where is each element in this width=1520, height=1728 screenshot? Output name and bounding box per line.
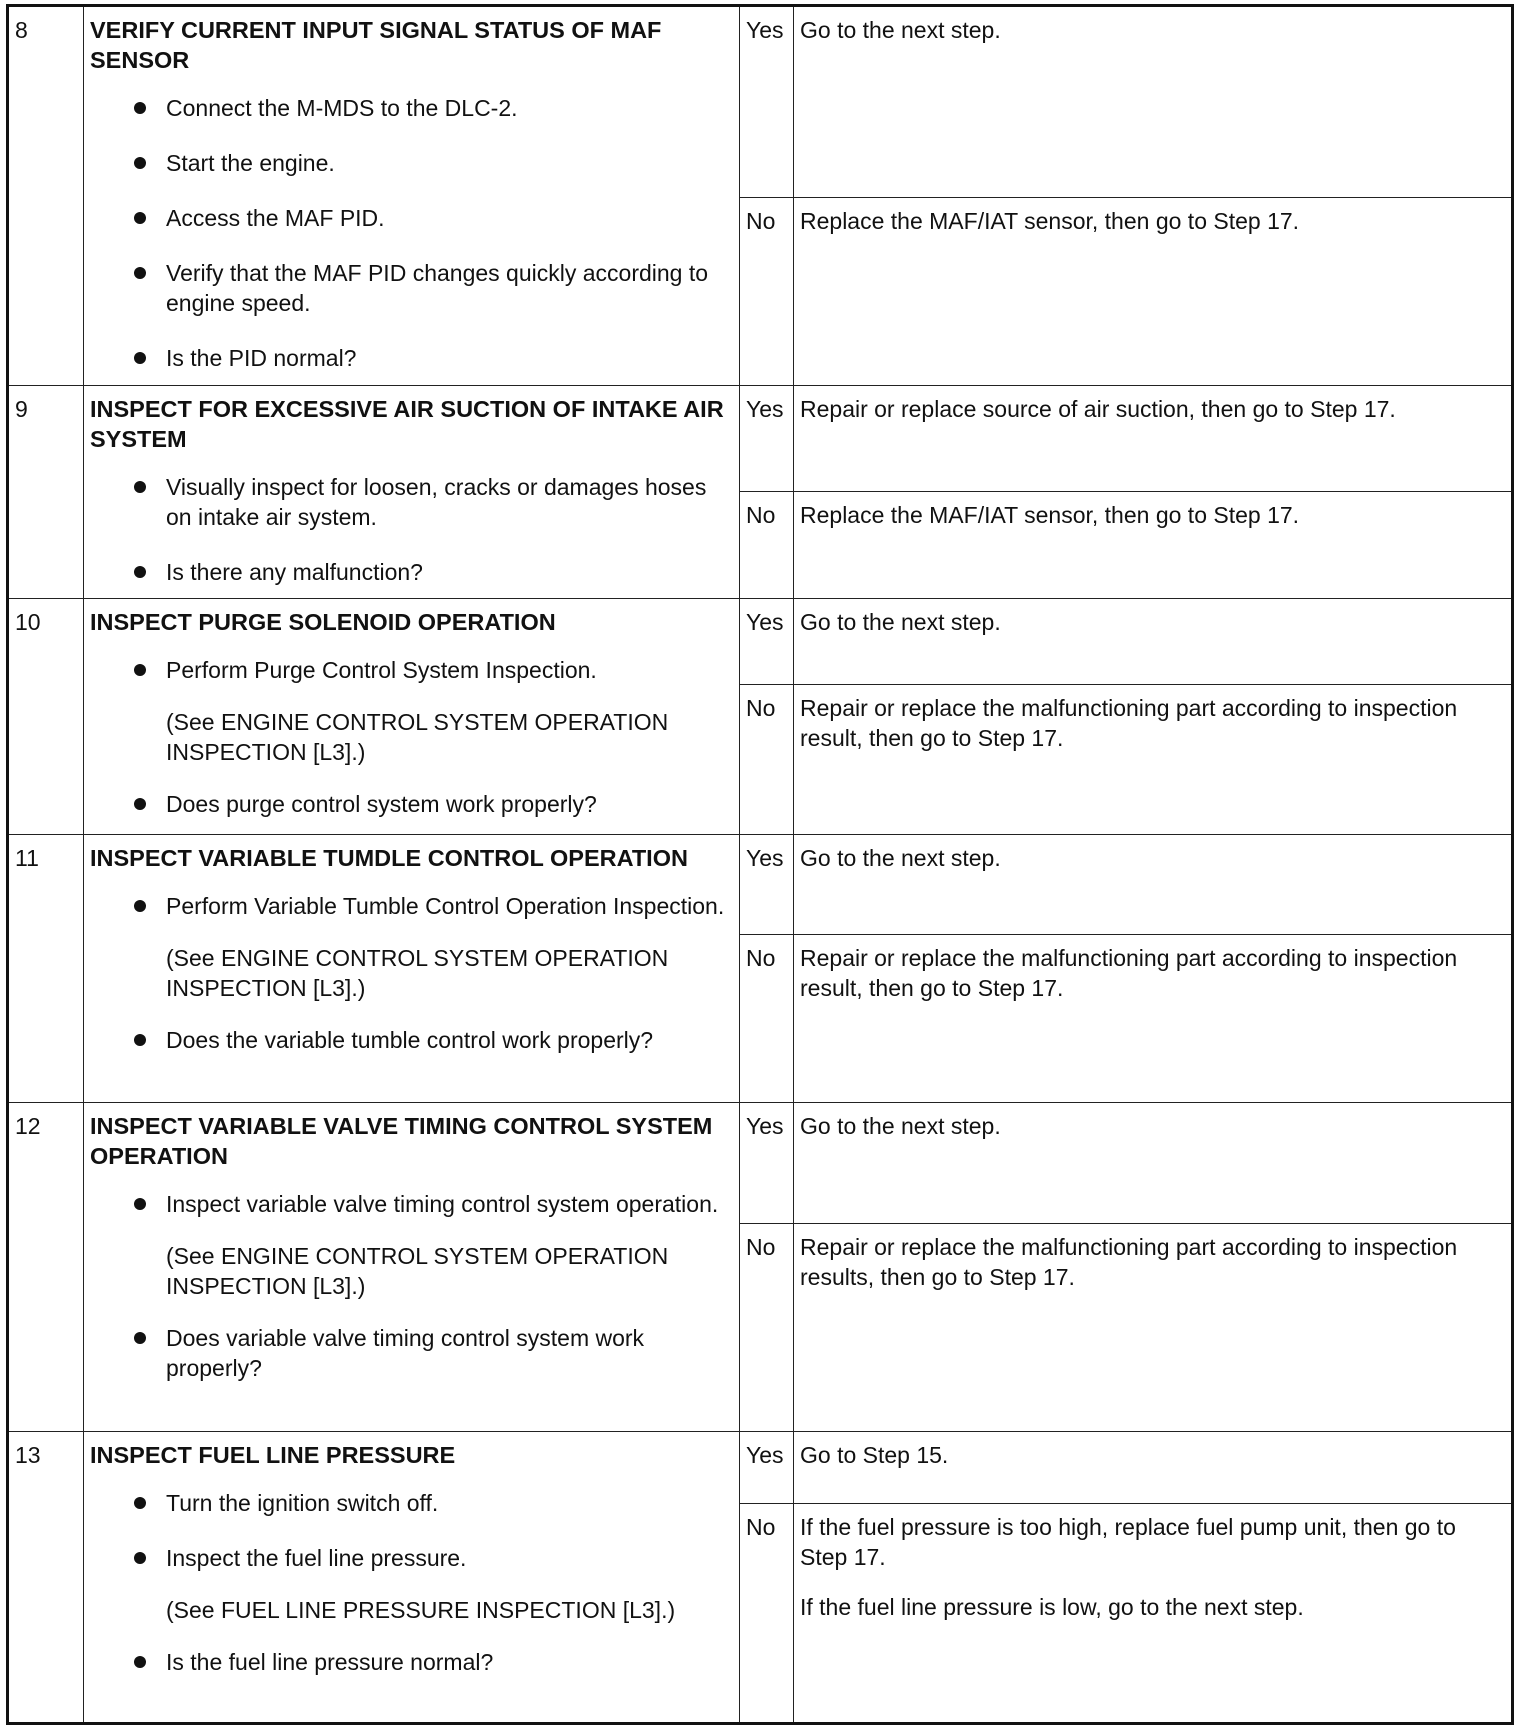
no-label: No xyxy=(740,198,794,386)
step-bullet-list xyxy=(90,1025,731,1055)
no-result-secondary: If the fuel line pressure is low, go to the next step. xyxy=(800,1594,1304,1620)
step-bullet-list xyxy=(90,472,731,587)
no-label: No xyxy=(740,1504,794,1724)
step-bullet-list xyxy=(90,93,731,373)
bullet-icon xyxy=(134,267,146,279)
list-item: Does the variable tumble control work properly? xyxy=(90,1025,731,1055)
yes-label: Yes xyxy=(740,6,794,198)
no-label: No xyxy=(740,492,794,599)
step-action-cell xyxy=(84,1103,740,1432)
diagnostic-procedure-page xyxy=(6,4,1514,1724)
bullet-icon xyxy=(134,1497,146,1509)
no-result: Repair or replace the malfunctioning part according to inspection results, then go to Step 17. xyxy=(794,1224,1513,1432)
step-13-yes-row xyxy=(8,1432,1513,1504)
reference-note: (See FUEL LINE PRESSURE INSPECTION [L3].) xyxy=(166,1597,676,1623)
list-item: Inspect the fuel line pressure. xyxy=(90,1543,731,1573)
list-item: Inspect variable valve timing control system operation. xyxy=(90,1189,731,1219)
bullet-icon xyxy=(134,798,146,810)
bullet-icon xyxy=(134,1552,146,1564)
step-action-cell xyxy=(84,835,740,1103)
step-bullet-list xyxy=(90,655,731,685)
yes-result: Repair or replace source of air suction, then go to Step 17. xyxy=(794,386,1513,492)
bullet-icon xyxy=(134,352,146,364)
list-item: Start the engine. xyxy=(90,148,731,178)
no-result: Replace the MAF/IAT sensor, then go to Step 17. xyxy=(794,492,1513,599)
step-action-cell xyxy=(84,386,740,599)
bullet-icon xyxy=(134,900,146,912)
step-heading: INSPECT PURGE SOLENOID OPERATION xyxy=(90,609,556,635)
yes-label: Yes xyxy=(740,386,794,492)
bullet-icon xyxy=(134,157,146,169)
step-number: 9 xyxy=(8,386,84,599)
list-item: Is there any malfunction? xyxy=(90,557,731,587)
bullet-icon xyxy=(134,102,146,114)
reference-note: (See ENGINE CONTROL SYSTEM OPERATION INSPECTION [L3].) xyxy=(166,1243,669,1299)
no-result: Repair or replace the malfunctioning part according to inspection result, then go to Step 17. xyxy=(794,935,1513,1103)
diagnostic-steps-table xyxy=(6,4,1514,1725)
bullet-icon xyxy=(134,1198,146,1210)
list-item: Visually inspect for loosen, cracks or damages hoses on intake air system. xyxy=(90,472,731,532)
list-item: Perform Purge Control System Inspection. xyxy=(90,655,731,685)
yes-result: Go to Step 15. xyxy=(794,1432,1513,1504)
step-bullet-list xyxy=(90,1323,731,1383)
yes-label: Yes xyxy=(740,1103,794,1224)
list-item: Verify that the MAF PID changes quickly according to engine speed. xyxy=(90,258,731,318)
no-result-cell xyxy=(794,1504,1513,1724)
no-result: Repair or replace the malfunctioning part according to inspection result, then go to Step 17. xyxy=(794,685,1513,835)
step-number: 13 xyxy=(8,1432,84,1724)
bullet-icon xyxy=(134,664,146,676)
list-item: Does variable valve timing control system work properly? xyxy=(90,1323,731,1383)
step-number: 11 xyxy=(8,835,84,1103)
yes-result: Go to the next step. xyxy=(794,599,1513,685)
step-12-yes-row xyxy=(8,1103,1513,1224)
no-result: Replace the MAF/IAT sensor, then go to Step 17. xyxy=(794,198,1513,386)
yes-label: Yes xyxy=(740,835,794,935)
step-9-yes-row xyxy=(8,386,1513,492)
step-action-cell xyxy=(84,6,740,386)
step-action-cell xyxy=(84,1432,740,1724)
no-label: No xyxy=(740,1224,794,1432)
reference-note: (See ENGINE CONTROL SYSTEM OPERATION INSPECTION [L3].) xyxy=(166,709,669,765)
no-label: No xyxy=(740,935,794,1103)
yes-result: Go to the next step. xyxy=(794,1103,1513,1224)
bullet-icon xyxy=(134,481,146,493)
list-item: Connect the M-MDS to the DLC-2. xyxy=(90,93,731,123)
yes-result: Go to the next step. xyxy=(794,6,1513,198)
yes-result: Go to the next step. xyxy=(794,835,1513,935)
list-item: Does purge control system work properly? xyxy=(90,789,731,819)
step-11-yes-row xyxy=(8,835,1513,935)
bullet-icon xyxy=(134,1332,146,1344)
list-item: Access the MAF PID. xyxy=(90,203,731,233)
step-bullet-list xyxy=(90,1647,731,1677)
reference-note: (See ENGINE CONTROL SYSTEM OPERATION INSPECTION [L3].) xyxy=(166,945,669,1001)
step-heading: INSPECT VARIABLE TUMDLE CONTROL OPERATION xyxy=(90,845,688,871)
bullet-icon xyxy=(134,1656,146,1668)
no-result: If the fuel pressure is too high, replace fuel pump unit, then go to Step 17. xyxy=(800,1514,1456,1570)
step-number: 12 xyxy=(8,1103,84,1432)
bullet-icon xyxy=(134,212,146,224)
step-10-yes-row xyxy=(8,599,1513,685)
step-heading: INSPECT FUEL LINE PRESSURE xyxy=(90,1442,456,1468)
step-bullet-list xyxy=(90,789,731,819)
yes-label: Yes xyxy=(740,1432,794,1504)
yes-label: Yes xyxy=(740,599,794,685)
bullet-icon xyxy=(134,566,146,578)
list-item: Perform Variable Tumble Control Operation Inspection. xyxy=(90,891,731,921)
step-bullet-list xyxy=(90,891,731,921)
no-label: No xyxy=(740,685,794,835)
step-heading: VERIFY CURRENT INPUT SIGNAL STATUS OF MAF SENSOR xyxy=(90,17,662,73)
step-bullet-list xyxy=(90,1189,731,1219)
list-item: Turn the ignition switch off. xyxy=(90,1488,731,1518)
list-item: Is the PID normal? xyxy=(90,343,731,373)
step-heading: INSPECT VARIABLE VALVE TIMING CONTROL SYSTEM OPERATION xyxy=(90,1113,713,1169)
step-number: 8 xyxy=(8,6,84,386)
step-bullet-list xyxy=(90,1488,731,1573)
step-action-cell xyxy=(84,599,740,835)
bullet-icon xyxy=(134,1034,146,1046)
step-heading: INSPECT FOR EXCESSIVE AIR SUCTION OF INTAKE AIR SYSTEM xyxy=(90,396,724,452)
step-8-yes-row xyxy=(8,6,1513,198)
list-item: Is the fuel line pressure normal? xyxy=(90,1647,731,1677)
step-number: 10 xyxy=(8,599,84,835)
